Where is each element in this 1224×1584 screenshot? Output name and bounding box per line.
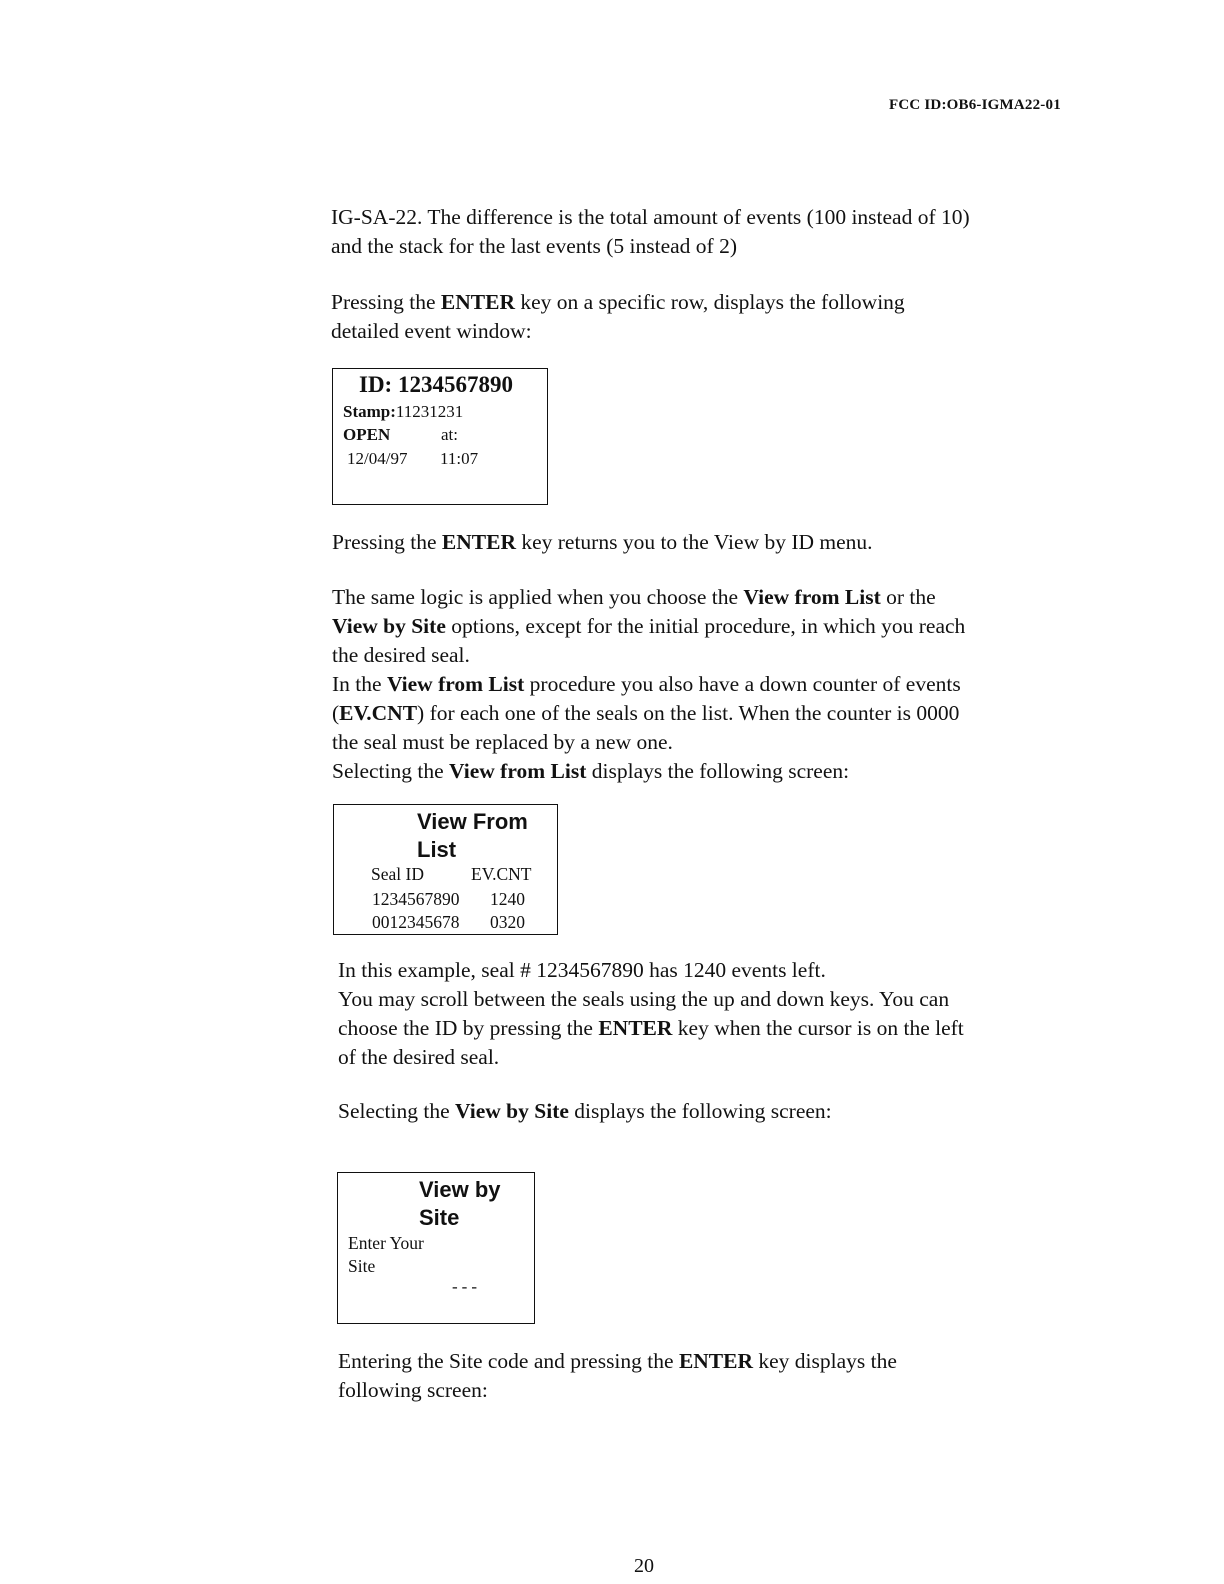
paragraph-enter-return (332, 528, 1052, 557)
text-line: and the stack for the last events (5 instead of 2) (331, 234, 737, 258)
fcc-id-header: FCC ID:OB6-IGMA22-01 (889, 97, 1061, 113)
text-line: the seal must be replaced by a new one. (332, 730, 673, 754)
text-line: detailed event window: (331, 319, 532, 343)
text-line: the desired seal. (332, 643, 470, 667)
list-screen-title: View From List (417, 809, 528, 862)
view-by-site-screen (337, 1172, 535, 1324)
text-line: You may scroll between the seals using the up and down keys. You can (338, 987, 950, 1011)
paragraph-view-options (332, 583, 1052, 786)
stamp-row: Stamp:11231231 (343, 402, 464, 421)
text-line: Pressing the ENTER key on a specific row, displays the following (331, 290, 905, 314)
date-time-row: 12/04/97 11:07 (347, 449, 479, 468)
event-id-title: ID: 1234567890 (359, 372, 513, 397)
list-header-row: Seal ID EV.CNT (371, 864, 532, 884)
text-line: following screen: (338, 1378, 488, 1402)
site-screen-title: View by Site (419, 1177, 501, 1230)
page-number: 20 (634, 1555, 654, 1577)
text-line: In this example, seal # 1234567890 has 1240 events left. (338, 958, 826, 982)
paragraph-enter-row (331, 288, 1051, 346)
event-detail-window (332, 368, 548, 505)
site-code-blank: --- (452, 1277, 481, 1296)
text-line: The same logic is applied when you choose the View from List or the (332, 585, 936, 609)
text-line: IG-SA-22. The difference is the total amount of events (100 instead of 10) (331, 205, 970, 229)
paragraph-example (338, 956, 1058, 1072)
paragraph-intro (331, 203, 1051, 261)
text-line: of the desired seal. (338, 1045, 500, 1069)
view-from-list-screen (333, 804, 558, 935)
status-row: OPEN at: (343, 425, 458, 444)
site-prompt-line: Enter Your (348, 1233, 424, 1253)
site-prompt-line: Site (348, 1256, 376, 1276)
text-line: In the View from List procedure you also have a down counter of events (332, 672, 961, 696)
paragraph-view-by-site (338, 1097, 1058, 1126)
text-line: choose the ID by pressing the ENTER key when the cursor is on the left (338, 1016, 964, 1040)
list-row: 0012345678 0320 (372, 912, 525, 932)
text-line: Selecting the View from List displays the following screen: (332, 759, 850, 783)
text-line: Selecting the View by Site displays the following screen: (338, 1099, 832, 1123)
list-row: 1234567890 1240 (372, 889, 525, 909)
text-line: Entering the Site code and pressing the ENTER key displays the (338, 1349, 897, 1373)
text-line: View by Site options, except for the initial procedure, in which you reach (332, 614, 966, 638)
paragraph-enter-site (338, 1347, 1058, 1405)
text-line: (EV.CNT) for each one of the seals on the list. When the counter is 0000 (332, 701, 960, 725)
text-line: Pressing the ENTER key returns you to the View by ID menu. (332, 530, 873, 554)
